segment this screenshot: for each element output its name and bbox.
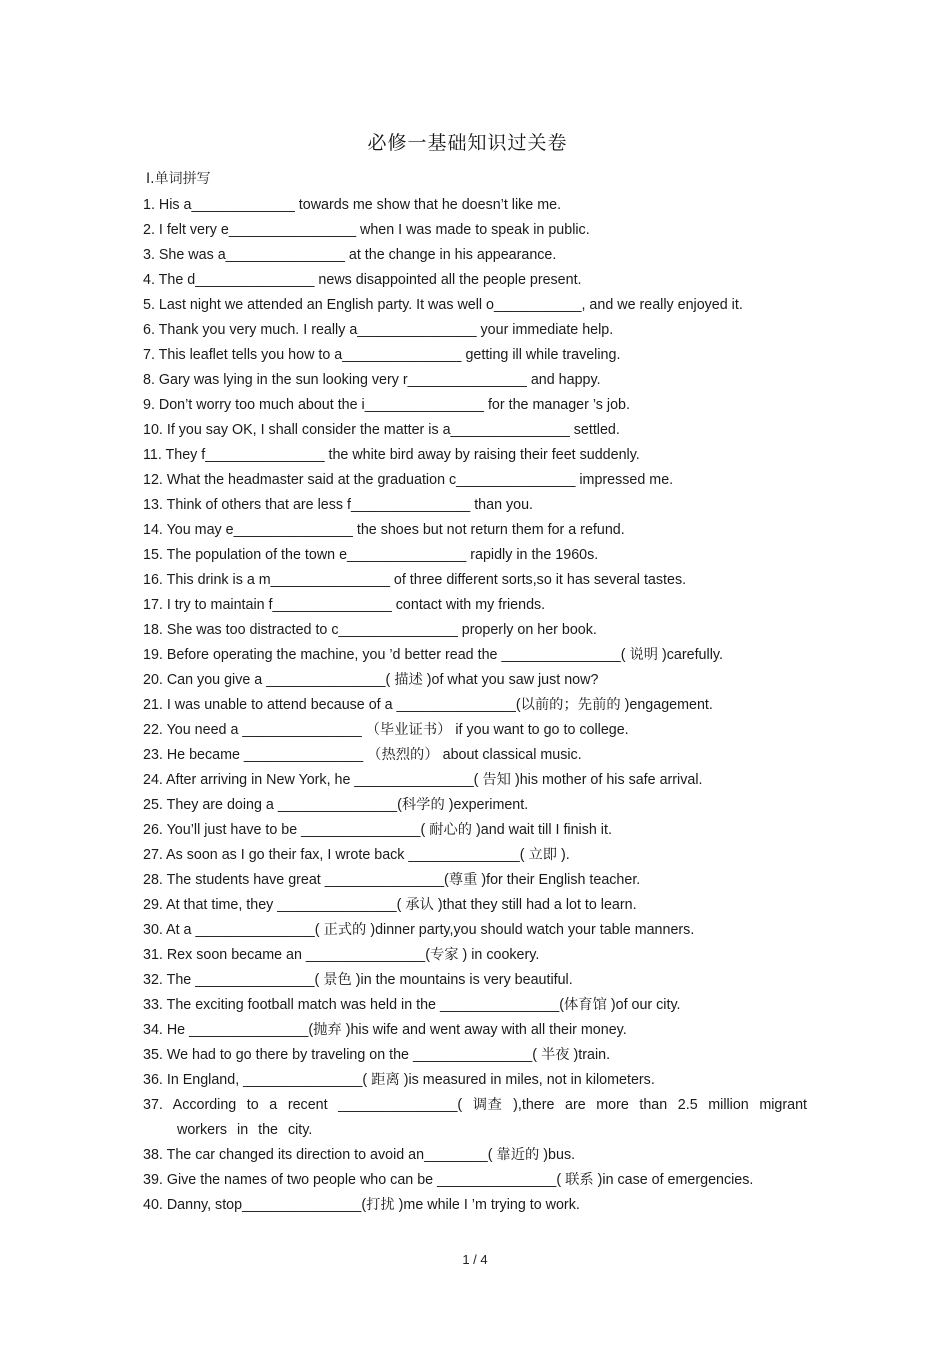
question-list [143,193,807,1218]
section-heading: Ⅰ.单词拼写 [146,171,211,187]
question-item: 8. Gary was lying in the sun looking very r_______________ and happy. [143,372,601,388]
question-item: 36. In England, _______________( 距离 )is measured in miles, not in kilometers. [143,1072,655,1088]
question-item: 24. After arriving in New York, he _______________( 告知 )his mother of his safe arrival. [143,772,703,788]
question-item: 31. Rex soon became an _______________(专家 ) in cookery. [143,947,540,963]
question-item: 30. At a _______________( 正式的 )dinner party,you should watch your table manners. [143,922,695,938]
page-title: 必修一基础知识过关卷 [367,132,568,154]
question-item: 18. She was too distracted to c_______________ properly on her book. [143,622,597,638]
question-item: 2. I felt very e________________ when I was made to speak in public. [143,222,590,238]
question-item: 9. Don’t worry too much about the i_______________ for the manager ’s job. [143,397,630,413]
question-item: 37. According to a recent _______________( 调查 ),there are more than 2.5 million migrant workers in the city. [143,1097,807,1138]
question-item: 40. Danny, stop_______________(打扰 )me while I ’m trying to work. [143,1197,580,1213]
question-item: 4. The d_______________ news disappointed all the people present. [143,272,582,288]
question-item: 34. He _______________(抛弃 )his wife and went away with all their money. [143,1022,627,1038]
question-item: 32. The _______________( 景色 )in the mountains is very beautiful. [143,972,573,988]
question-item: 5. Last night we attended an English party. It was well o___________, and we really enjoyed it. [143,297,743,313]
question-item: 14. You may e_______________ the shoes but not return them for a refund. [143,522,625,538]
question-item: 26. You’ll just have to be _______________( 耐心的 )and wait till I finish it. [143,822,612,838]
question-item: 35. We had to go there by traveling on the _______________( 半夜 )train. [143,1047,611,1063]
question-item: 21. I was unable to attend because of a _______________(以前的；先前的 )engagement. [143,697,713,713]
question-item: 22. You need a _______________ （毕业证书） if you want to go to college. [143,722,629,738]
question-item: 38. The car changed its direction to avoid an________( 靠近的 )bus. [143,1147,576,1163]
question-item: 27. As soon as I go their fax, I wrote back ______________( 立即 ). [143,847,570,863]
question-item: 7. This leaflet tells you how to a_______________ getting ill while traveling. [143,347,621,363]
question-item: 1. His a_____________ towards me show that he doesn’t like me. [143,197,562,213]
question-item: 20. Can you give a _______________( 描述 )of what you saw just now? [143,672,599,688]
question-item: 39. Give the names of two people who can be _______________( 联系 )in case of emergencies. [143,1172,754,1188]
question-item: 15. The population of the town e_______________ rapidly in the 1960s. [143,547,599,563]
question-item: 12. What the headmaster said at the graduation c_______________ impressed me. [143,472,674,488]
question-item: 10. If you say OK, I shall consider the matter is a_______________ settled. [143,422,620,438]
question-item: 11. They f_______________ the white bird away by raising their feet suddenly. [143,447,640,463]
question-item: 23. He became _______________ （热烈的） about classical music. [143,747,582,763]
question-item: 17. I try to maintain f_______________ contact with my friends. [143,597,546,613]
question-item: 16. This drink is a m_______________ of three different sorts,so it has several tastes. [143,572,687,588]
question-item: 25. They are doing a _______________(科学的 )experiment. [143,797,529,813]
page-number: 1 / 4 [462,1252,488,1267]
question-item: 6. Thank you very much. I really a_______________ your immediate help. [143,322,614,338]
question-item: 13. Think of others that are less f_______________ than you. [143,497,534,513]
question-item: 29. At that time, they _______________( 承认 )that they still had a lot to learn. [143,897,637,913]
question-item: 19. Before operating the machine, you ’d better read the _______________( 说明 )carefully. [143,647,723,663]
question-item: 28. The students have great _______________(尊重 )for their English teacher. [143,872,641,888]
question-item: 3. She was a_______________ at the change in his appearance. [143,247,557,263]
question-item: 33. The exciting football match was held in the _______________(体育馆 )of our city. [143,997,681,1013]
